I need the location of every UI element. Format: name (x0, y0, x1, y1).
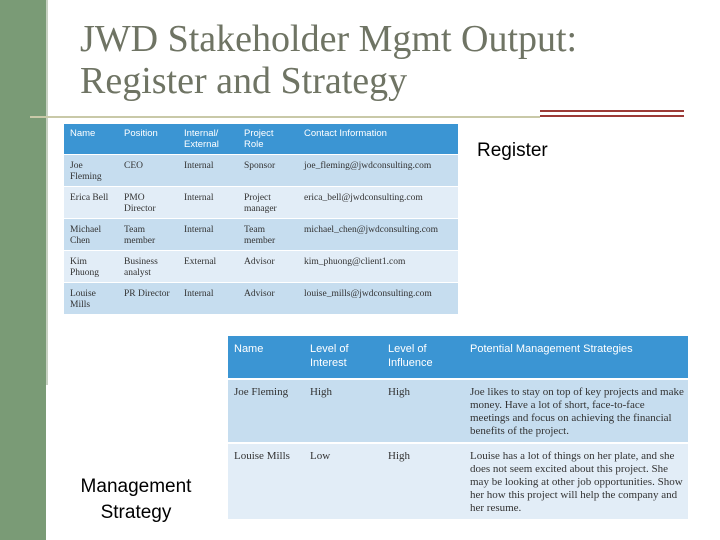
table-cell: PMO Director (118, 187, 178, 219)
management-strategy-table (228, 336, 688, 519)
table-cell: kim_phuong@client1.com (298, 251, 458, 283)
table-cell: Internal (178, 187, 238, 219)
table-cell: Internal (178, 219, 238, 251)
column-header: Name (64, 124, 118, 155)
management-strategy-label: Management Strategy (80, 476, 192, 523)
table-row (64, 251, 458, 283)
column-header: Name (228, 336, 304, 379)
table-row (228, 443, 688, 519)
column-header: Internal/ External (178, 124, 238, 155)
table-cell: erica_bell@jwdconsulting.com (298, 187, 458, 219)
table-row (64, 187, 458, 219)
accent-line (540, 115, 684, 117)
column-header: Potential Management Strategies (464, 336, 688, 379)
table-cell: Team member (238, 219, 298, 251)
table-cell: Louise Mills (64, 283, 118, 315)
table-cell: PR Director (118, 283, 178, 315)
table-cell: Team member (118, 219, 178, 251)
column-header: Level of Influence (382, 336, 464, 379)
table-row (64, 219, 458, 251)
table-cell: Advisor (238, 251, 298, 283)
table-cell: Internal (178, 155, 238, 187)
table-cell: Internal (178, 283, 238, 315)
table-row (64, 283, 458, 315)
table-header-row (64, 124, 458, 155)
title-underline (30, 116, 540, 118)
table-cell: louise_mills@jwdconsulting.com (298, 283, 458, 315)
table-cell: Kim Phuong (64, 251, 118, 283)
table-cell: Business analyst (118, 251, 178, 283)
table-cell: Louise has a lot of things on her plate, and she does not seem excited about this project. She may be looking at other job opportunities. Show her how this project will help the company and her resume. (464, 443, 688, 519)
left-bar-shadow (46, 0, 48, 385)
left-decorative-bar (0, 0, 46, 540)
table-cell: High (304, 379, 382, 443)
table-row (64, 155, 458, 187)
slide-title: JWD Stakeholder Mgmt Output: Register and Strategy (80, 18, 578, 102)
column-header: Level of Interest (304, 336, 382, 379)
table-header-row (228, 336, 688, 379)
table-cell: CEO (118, 155, 178, 187)
table-cell: Michael Chen (64, 219, 118, 251)
table-row (228, 379, 688, 443)
table-cell: Sponsor (238, 155, 298, 187)
table-cell: michael_chen@jwdconsulting.com (298, 219, 458, 251)
table-cell: Project manager (238, 187, 298, 219)
table-cell: Advisor (238, 283, 298, 315)
column-header: Position (118, 124, 178, 155)
table-cell: Joe likes to stay on top of key projects and make money. Have a lot of short, face-to-face meetings and focus on achieving the financial benefits of the project. (464, 379, 688, 443)
table-cell: External (178, 251, 238, 283)
accent-lines (540, 110, 684, 120)
table-cell: High (382, 443, 464, 519)
stakeholder-register-table (64, 124, 458, 314)
column-header: Contact Information (298, 124, 458, 155)
table-cell: Louise Mills (228, 443, 304, 519)
table-cell: joe_fleming@jwdconsulting.com (298, 155, 458, 187)
table-cell: Erica Bell (64, 187, 118, 219)
column-header: Project Role (238, 124, 298, 155)
table-cell: Joe Fleming (228, 379, 304, 443)
register-label: Register (477, 140, 548, 161)
table-cell: Low (304, 443, 382, 519)
table-cell: High (382, 379, 464, 443)
accent-line (540, 110, 684, 112)
table-cell: Joe Fleming (64, 155, 118, 187)
